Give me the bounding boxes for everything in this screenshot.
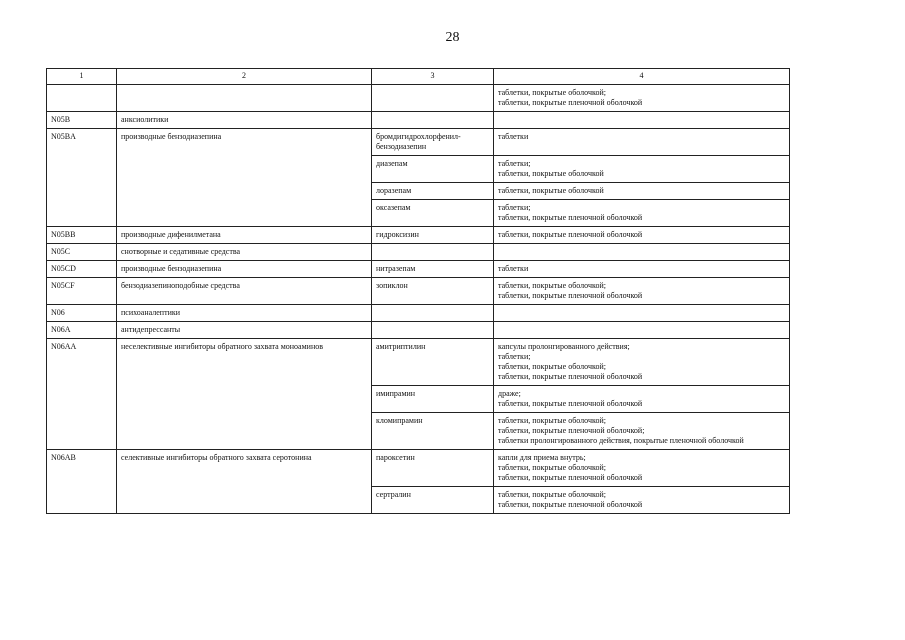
dosage-form: таблетки, покрытые пленочной оболочкой [498, 399, 643, 408]
dosage-form: таблетки, покрытые оболочкой; [498, 362, 606, 371]
dosage-form: таблетки, покрытые пленочной оболочкой [498, 213, 643, 222]
dosage-form: таблетки, покрытые оболочкой; [498, 490, 606, 499]
atc-code-cell: N05CF [47, 278, 117, 305]
dosage-form: таблетки, покрытые пленочной оболочкой; [498, 426, 645, 435]
dosage-forms-cell: таблетки, покрытые оболочкой [494, 183, 790, 200]
atc-code-cell: N06 [47, 305, 117, 322]
dosage-forms-cell [494, 278, 790, 305]
atc-code-cell: N05C [47, 244, 117, 261]
table-row [47, 450, 790, 487]
drug-cell [372, 305, 494, 322]
column-header: 4 [494, 69, 790, 85]
drug-cell [372, 112, 494, 129]
drug-cell: амитриптилин [372, 339, 494, 386]
drug-cell: пароксетин [372, 450, 494, 487]
group-cell: селективные ингибиторы обратного захвата серотонина [117, 450, 372, 514]
group-cell [117, 85, 372, 112]
table-row [47, 322, 790, 339]
table-row [47, 278, 790, 305]
dosage-forms-cell: таблетки [494, 261, 790, 278]
table-row [47, 85, 790, 112]
column-header: 2 [117, 69, 372, 85]
dosage-forms-cell [494, 85, 790, 112]
group-cell: бензодиазепиноподобные средства [117, 278, 372, 305]
dosage-forms-cell [494, 487, 790, 514]
drug-cell: диазепам [372, 156, 494, 183]
dosage-form: таблетки; [498, 159, 531, 168]
table-row [47, 339, 790, 386]
dosage-form: капли для приема внутрь; [498, 453, 586, 462]
group-cell: производные бензодиазепина [117, 261, 372, 278]
dosage-forms-cell [494, 339, 790, 386]
dosage-forms-cell: таблетки [494, 129, 790, 156]
page-number: 28 [445, 30, 460, 45]
table-header-row [47, 69, 790, 85]
dosage-form: таблетки, покрытые пленочной оболочкой [498, 473, 643, 482]
table-row [47, 305, 790, 322]
group-cell: антидепрессанты [117, 322, 372, 339]
atc-code-cell: N06AA [47, 339, 117, 450]
dosage-forms-cell [494, 156, 790, 183]
table-row [47, 129, 790, 156]
dosage-form: капсулы пролонгированного действия; [498, 342, 630, 351]
drug-cell: имипрамин [372, 386, 494, 413]
atc-code-cell: N06AB [47, 450, 117, 514]
group-cell: производные дифенилметана [117, 227, 372, 244]
atc-code-cell: N06A [47, 322, 117, 339]
table-row [47, 227, 790, 244]
dosage-form: таблетки, покрытые пленочной оболочкой [498, 291, 643, 300]
dosage-form: таблетки, покрытые оболочкой; [498, 88, 606, 97]
dosage-form: таблетки, покрытые оболочкой; [498, 416, 606, 425]
dosage-form: таблетки пролонгированного действия, покрытые пленочной оболочкой [498, 436, 744, 445]
group-cell: неселективные ингибиторы обратного захвата моноаминов [117, 339, 372, 450]
dosage-form: таблетки; [498, 352, 531, 361]
drug-cell: зопиклон [372, 278, 494, 305]
drug-cell [372, 322, 494, 339]
atc-code-cell: N05B [47, 112, 117, 129]
drug-cell: бромдигидрохлорфенил-бензодиазепин [372, 129, 494, 156]
dosage-form: таблетки, покрытые пленочной оболочкой [498, 98, 643, 107]
drug-cell: гидроксизин [372, 227, 494, 244]
dosage-form: драже; [498, 389, 521, 398]
drug-cell [372, 244, 494, 261]
dosage-forms-cell [494, 413, 790, 450]
drug-cell: сертралин [372, 487, 494, 514]
drug-cell [372, 85, 494, 112]
dosage-forms-cell [494, 244, 790, 261]
group-cell: снотворные и седативные средства [117, 244, 372, 261]
dosage-forms-cell: таблетки, покрытые пленочной оболочкой [494, 227, 790, 244]
dosage-form: таблетки, покрытые пленочной оболочкой [498, 372, 643, 381]
drug-cell: кломипрамин [372, 413, 494, 450]
drug-cell: оксазепам [372, 200, 494, 227]
column-header: 3 [372, 69, 494, 85]
column-header: 1 [47, 69, 117, 85]
drug-table [46, 68, 790, 514]
group-cell: анксиолитики [117, 112, 372, 129]
dosage-forms-cell [494, 112, 790, 129]
dosage-form: таблетки, покрытые оболочкой [498, 169, 604, 178]
dosage-forms-cell [494, 200, 790, 227]
drug-cell: нитразепам [372, 261, 494, 278]
dosage-forms-cell [494, 386, 790, 413]
atc-code-cell [47, 85, 117, 112]
group-cell: производные бензодиазепина [117, 129, 372, 227]
atc-code-cell: N05BA [47, 129, 117, 227]
dosage-forms-cell [494, 450, 790, 487]
dosage-form: таблетки, покрытые оболочкой; [498, 281, 606, 290]
dosage-form: таблетки, покрытые оболочкой; [498, 463, 606, 472]
table-row [47, 244, 790, 261]
drug-cell: лоразепам [372, 183, 494, 200]
group-cell: психоаналептики [117, 305, 372, 322]
atc-code-cell: N05BB [47, 227, 117, 244]
dosage-forms-cell [494, 305, 790, 322]
dosage-forms-cell [494, 322, 790, 339]
table-row [47, 261, 790, 278]
dosage-form: таблетки, покрытые пленочной оболочкой [498, 500, 643, 509]
atc-code-cell: N05CD [47, 261, 117, 278]
table-row [47, 112, 790, 129]
dosage-form: таблетки; [498, 203, 531, 212]
